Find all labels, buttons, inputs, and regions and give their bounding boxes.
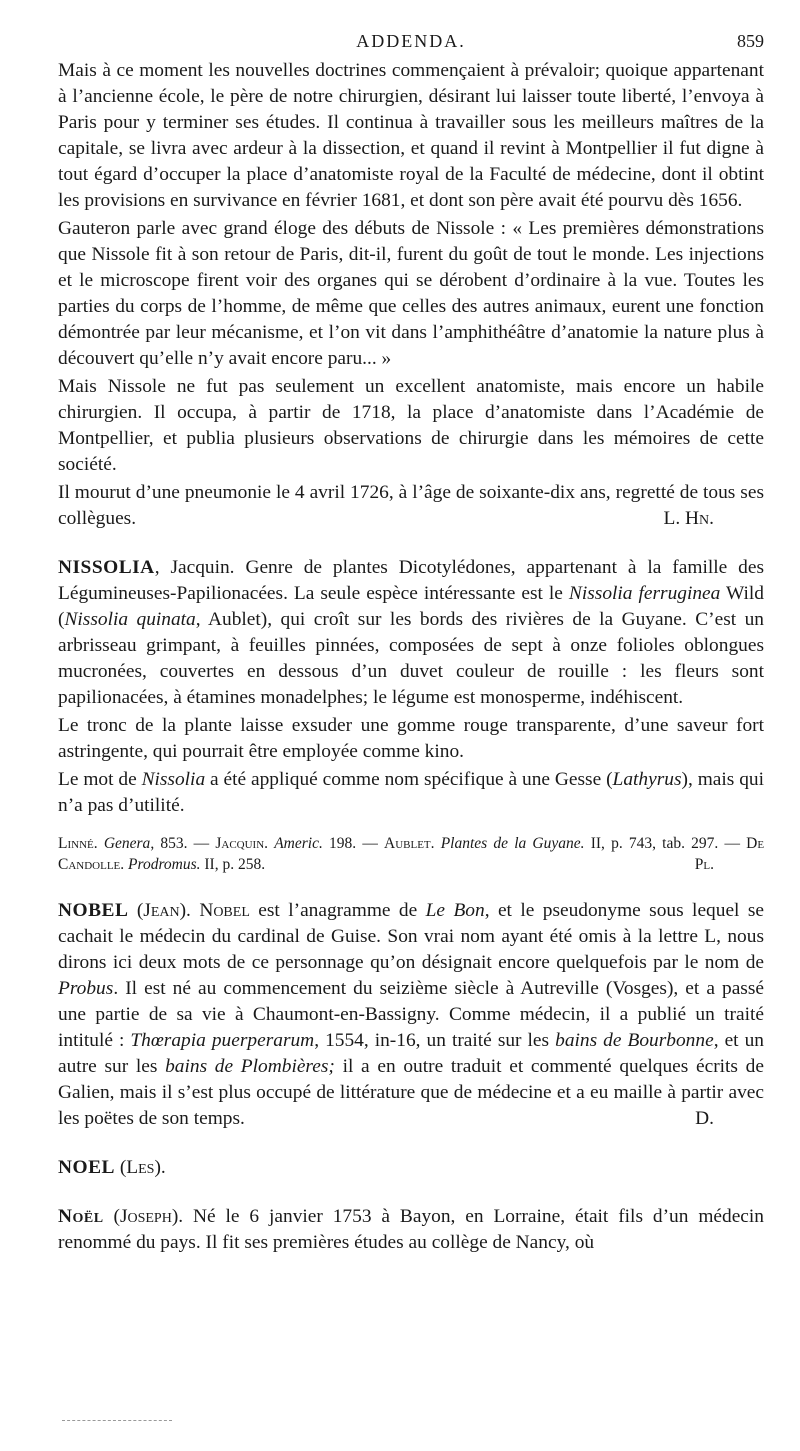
- bib-text-1: , 853. —: [150, 835, 216, 852]
- running-header: [58, 28, 764, 58]
- bib-title-prodromus: Prodromus.: [128, 856, 201, 873]
- bib-title-americ: Americ.: [274, 835, 323, 852]
- bib-author-linne: Linné.: [58, 835, 98, 852]
- bib-author-jacquin: Jacquin.: [215, 835, 269, 852]
- signature-pl: Pl.: [694, 856, 714, 873]
- nissolia-p3-a: Le mot de: [58, 769, 142, 790]
- running-title: ADDENDA.: [356, 31, 466, 51]
- page: [58, 28, 764, 1256]
- nobel-paragraph: [58, 898, 764, 1132]
- nissolia-text-a: , Jacquin. Genre de plantes Dicotylédones, appartenant à la famille des Légumineuses-Papilionacées. La seule espèce intéressante est le: [58, 557, 764, 604]
- nobel-a9: bains de Bourbonne: [555, 1030, 714, 1051]
- nissole-paragraph-1: Mais à ce moment les nouvelles doctrines commençaient à prévaloir; quoique appartenant à l’ancienne école, le père de notre chirurgien, désirant lui laisser toute liberté, l’envoya à Paris pour y terminer ses études. Il continua à travailler sous les meilleurs maîtres de la capitale, se livra avec ardeur à la dissection, et quand il revint à Montpellier il fut digne à tout égard d’occuper la place d’anatomiste royal de la Faculté de médecine, dont il obtint les provisions en survivance en février 1681, et dont son père avait été pourvu dès 1656.: [58, 60, 764, 211]
- nobel-a2: est l’anagramme de: [249, 900, 426, 921]
- nissolia-p3-e: ), mais qui n’a pas d’utilité.: [58, 769, 764, 816]
- nobel-a11: bains de Plombières;: [165, 1056, 335, 1077]
- noel-joseph-text: Né le 6 janvier 1753 à Bayon, en Lorraine, était fils d’un médecin renommé du pays. Il fit ses premières études au collège de Nancy, où: [58, 1206, 764, 1253]
- page-number: 859: [737, 31, 764, 51]
- footer-rule: [62, 1420, 172, 1421]
- headword-noel: NOEL: [58, 1157, 115, 1178]
- nissolia-p3-c: a été appliqué comme nom spécifique à une Gesse (: [205, 769, 613, 790]
- signature-d: D.: [695, 1108, 714, 1129]
- headword-noel-joseph: Noël: [58, 1206, 104, 1227]
- nobel-a8: , 1554, in-16, un traité sur les: [314, 1030, 556, 1051]
- noel-joseph-paragraph: [58, 1204, 764, 1256]
- bib-text-4: II, p. 258.: [200, 856, 266, 873]
- noel-les-entry: [58, 1155, 764, 1181]
- nissolia-text-c: , Aublet), qui croît sur les bords des rivières de la Guyane. C’est un arbrisseau grimpant, à feuilles pinnées, composées de sept à onze folioles oblongues mucronées, couvertes en dessous d’un duvet couleur de rouille : les fleurs sont papilionacées, à étamines monadelphes; le légume est monosperme, indéhiscent.: [58, 609, 764, 708]
- noel-joseph-paren: (Joseph).: [113, 1206, 184, 1227]
- nissole-paragraph-4-text: Il mourut d’une pneumonie le 4 avril 1726, à l’âge de soixante-dix ans, regretté de tous ses collègues.: [58, 482, 764, 529]
- bib-title-guyane: Plantes de la Guyane.: [440, 835, 585, 852]
- nissole-paragraph-4: [58, 480, 764, 532]
- nissolia-p3-b: Nissolia: [141, 769, 206, 790]
- bib-author-decandolle: De Candolle.: [58, 835, 765, 873]
- nissolia-p3-d: Lathyrus: [612, 769, 682, 790]
- nissolia-synonym: Nissolia quinata: [64, 609, 196, 630]
- nobel-a5: Probus: [58, 978, 114, 999]
- nobel-a6: . Il est né au commencement du seizième siècle à Autreville (Vosges), et a passé une partie de sa vie à Chaumont-en-Bassigny. Comme médecin, il a publié un traité intitulé :: [58, 978, 764, 1051]
- bib-title-genera: Genera: [103, 835, 151, 852]
- nissole-paragraph-3: Mais Nissole ne fut pas seulement un excellent anatomiste, mais encore un habile chirurgien. Il occupa, à partir de 1718, la place d’anatomiste dans l’Académie de Montpellier, et publia plusieurs observations de chirurgie dans les mémoires de cette société.: [58, 376, 764, 475]
- nobel-a1: Nobel: [190, 900, 250, 921]
- nissolia-paragraph-1: [58, 555, 764, 711]
- nissolia-text-b: Wild (: [58, 583, 764, 630]
- nissole-paragraph-2: Gauteron parle avec grand éloge des débuts de Nissole : « Les premières démonstrations que Nissole fit à son retour de Paris, dit-il, furent du goût de tout le monde. Les injections et le microscope firent voir des organes qui se dérobent d’ordinaire à la vue. Toutes les parties du corps de l’homme, de même que celles des autres animaux, eurent une fonction démontrée par leur mécanisme, et l’on vit dans l’amphithéâtre d’anatomie la nature plus à découvert qu’elle n’y avait encore paru... »: [58, 218, 764, 369]
- nissolia-paragraph-3: [58, 767, 764, 819]
- nissolia-paragraph-2: Le tronc de la plante laisse exsuder une gomme rouge transparente, d’une saveur fort astringente, qui pourrait être employée comme kino.: [58, 715, 764, 762]
- nobel-a10: , et un autre sur les: [58, 1030, 764, 1077]
- nobel-a4: , et le pseudonyme sous lequel se cachait le médecin du cardinal de Guise. Son vrai nom ayant été omis à la lettre L, nous dirons ici deux mots de ce personnage qu’on désignait encore quelquefois par le nom de: [58, 900, 764, 973]
- bib-author-aublet: Aublet.: [384, 835, 435, 852]
- noel-les-paren: (Les).: [119, 1157, 166, 1178]
- nissolia-bibliography: [58, 833, 764, 875]
- signature-lhn: L. Hn.: [663, 508, 714, 529]
- nissolia-species: Nissolia ferruginea: [568, 583, 721, 604]
- nobel-a7: Thœrapia puerperarum: [130, 1030, 315, 1051]
- bib-text-2: 198. —: [322, 835, 385, 852]
- bib-text-3: II, p. 743, tab. 297. —: [584, 835, 747, 852]
- nobel-a12: il a en outre traduit et commenté quelques écrits de Galien, mais il s’est plus occupé de littérature que de médecine et a eu maille à partir avec les poëtes de son temps.: [58, 1056, 764, 1129]
- nobel-a3: Le Bon: [425, 900, 485, 921]
- headword-nissolia: NISSOLIA: [58, 557, 155, 578]
- nobel-forename: (Jean).: [136, 900, 191, 921]
- headword-nobel: NOBEL: [58, 900, 129, 921]
